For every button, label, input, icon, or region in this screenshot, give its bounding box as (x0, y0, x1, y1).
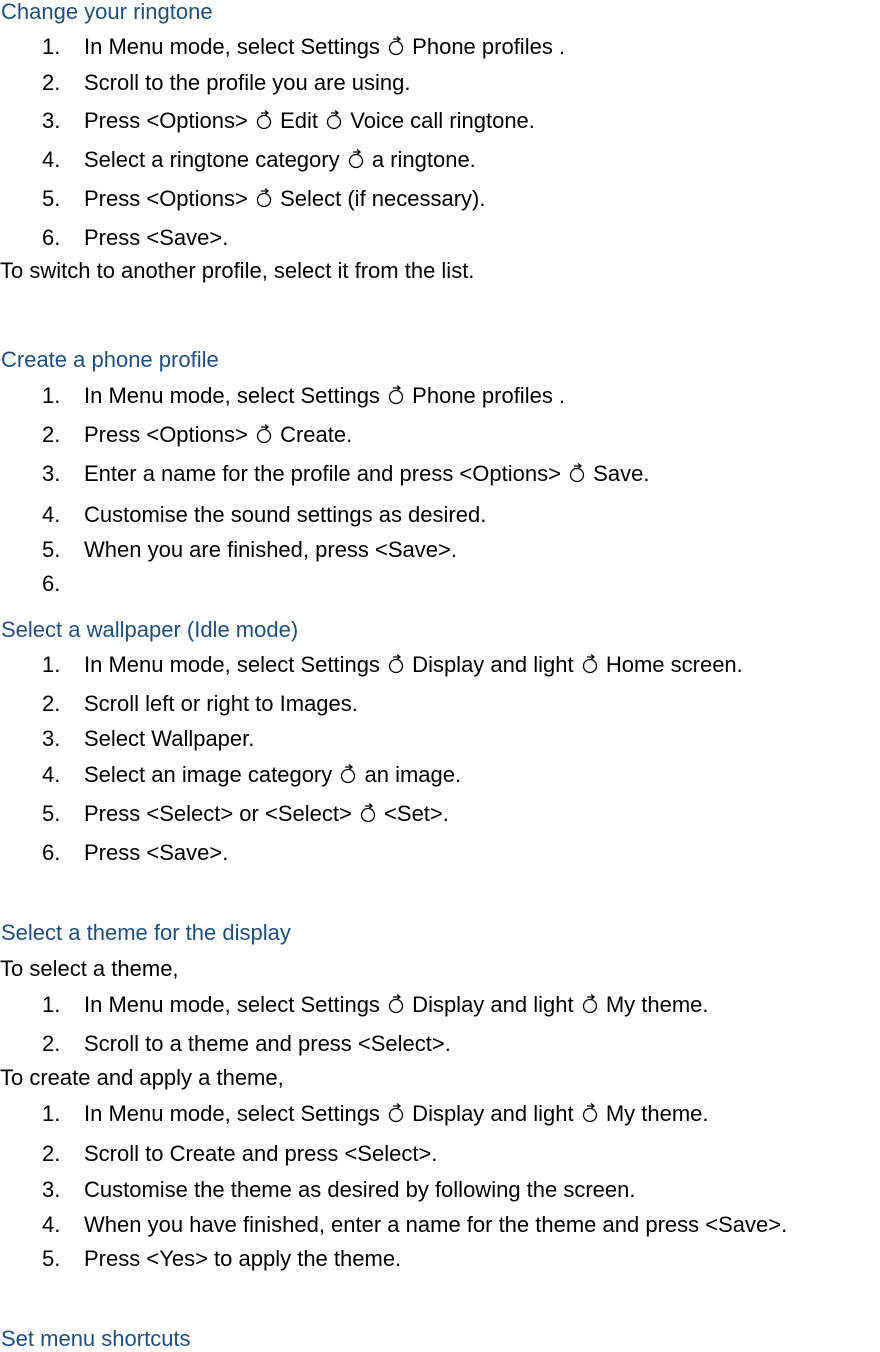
step-text: Press <Save>. (84, 225, 229, 250)
step-text: Press <Options> (84, 422, 254, 447)
menu-arrow-icon (255, 424, 273, 445)
step-text: Press <Options> (84, 186, 254, 211)
list-number: 4. (42, 502, 61, 527)
step-text: Press <Select> or <Select> (84, 801, 358, 826)
step-text: Save. (587, 461, 650, 486)
step-text: In Menu mode, select Settings (84, 383, 387, 408)
paragraph-select-theme-intro: To select a theme, (0, 956, 179, 981)
list-item (42, 34, 565, 60)
section-heading-create-profile: Create a phone profile (1, 347, 219, 372)
section-heading-menu-shortcuts: Set menu shortcuts (1, 1326, 191, 1351)
paragraph-switch-profile: To switch to another profile, select it from the list. (0, 258, 475, 283)
menu-arrow-icon (581, 994, 599, 1015)
list-item (42, 502, 486, 528)
list-item (42, 461, 649, 487)
menu-arrow-icon (387, 654, 405, 675)
list-number: 3. (42, 461, 61, 486)
menu-arrow-icon (325, 110, 343, 131)
menu-arrow-icon (347, 149, 365, 170)
list-item (42, 652, 743, 678)
list-item (42, 762, 461, 788)
list-item (42, 726, 254, 752)
step-text: Scroll left or right to Images. (84, 691, 358, 716)
section-heading-select-wallpaper: Select a wallpaper (Idle mode) (1, 617, 299, 642)
list-item (42, 1246, 401, 1272)
list-number: 4. (42, 762, 61, 787)
step-text: Phone profiles . (406, 34, 566, 59)
menu-arrow-icon (387, 1103, 405, 1124)
step-text: Home screen. (599, 652, 743, 677)
step-text: Voice call ringtone. (344, 108, 535, 133)
list-item (42, 70, 411, 96)
menu-arrow-icon (568, 463, 586, 484)
step-text: Display and light (406, 652, 580, 677)
step-text: In Menu mode, select Settings (84, 992, 387, 1017)
menu-arrow-icon (387, 36, 405, 57)
list-item (42, 1212, 787, 1238)
menu-arrow-icon (255, 110, 273, 131)
list-number: 2. (42, 1141, 61, 1166)
list-item (42, 840, 228, 866)
list-number: 6. (42, 840, 61, 865)
step-text: In Menu mode, select Settings (84, 1101, 387, 1126)
list-item (42, 571, 84, 597)
paragraph-create-theme-intro: To create and apply a theme, (0, 1065, 284, 1090)
list-number: 2. (42, 422, 61, 447)
list-item (42, 1177, 636, 1203)
step-text: Scroll to Create and press <Select>. (84, 1141, 438, 1166)
list-number: 5. (42, 801, 61, 826)
step-text: Customise the sound settings as desired. (84, 502, 487, 527)
step-text: a ringtone. (365, 147, 476, 172)
list-item (42, 108, 535, 134)
step-text: Select an image category (84, 762, 339, 787)
list-item (42, 1031, 451, 1057)
step-text: Select (if necessary). (273, 186, 486, 211)
list-number: 3. (42, 1177, 61, 1202)
list-item (42, 1101, 709, 1127)
list-item (42, 801, 449, 827)
list-number: 6. (42, 225, 61, 250)
step-text: Enter a name for the profile and press <Options> (84, 461, 568, 486)
list-number: 1. (42, 652, 61, 677)
list-item (42, 383, 565, 409)
step-text: In Menu mode, select Settings (84, 652, 387, 677)
list-item (42, 147, 476, 173)
step-text: Press <Options> (84, 108, 254, 133)
list-number: 2. (42, 691, 61, 716)
list-number: 1. (42, 992, 61, 1017)
list-number: 5. (42, 186, 61, 211)
menu-arrow-icon (387, 385, 405, 406)
menu-arrow-icon (387, 994, 405, 1015)
menu-arrow-icon (339, 764, 357, 785)
list-item (42, 537, 457, 563)
menu-arrow-icon (255, 188, 273, 209)
step-text: Customise the theme as desired by following the screen. (84, 1177, 636, 1202)
list-number: 1. (42, 1101, 61, 1126)
list-number: 1. (42, 34, 61, 59)
list-number: 4. (42, 147, 61, 172)
list-number: 5. (42, 1246, 61, 1271)
list-number: 3. (42, 726, 61, 751)
step-text: Press <Save>. (84, 840, 229, 865)
menu-arrow-icon (581, 654, 599, 675)
step-text: My theme. (599, 1101, 709, 1126)
step-text: Press <Yes> to apply the theme. (84, 1246, 402, 1271)
list-item (42, 691, 358, 717)
step-text: Phone profiles . (406, 383, 566, 408)
step-text: Edit (273, 108, 325, 133)
list-item (42, 1141, 437, 1167)
list-item (42, 422, 352, 448)
step-text: Display and light (406, 1101, 580, 1126)
list-number: 5. (42, 537, 61, 562)
list-number: 3. (42, 108, 61, 133)
step-text: Select Wallpaper. (84, 726, 255, 751)
list-number: 6. (42, 571, 61, 596)
step-text: Select a ringtone category (84, 147, 346, 172)
menu-arrow-icon (581, 1103, 599, 1124)
list-number: 2. (42, 70, 61, 95)
step-text: In Menu mode, select Settings (84, 34, 387, 59)
step-text: Scroll to a theme and press <Select>. (84, 1031, 451, 1056)
step-text: Scroll to the profile you are using. (84, 70, 411, 95)
section-heading-select-theme: Select a theme for the display (1, 920, 291, 945)
list-item (42, 186, 486, 212)
menu-arrow-icon (359, 803, 377, 824)
step-text: My theme. (599, 992, 709, 1017)
step-text: Display and light (406, 992, 580, 1017)
step-text: When you are finished, press <Save>. (84, 537, 457, 562)
list-number: 1. (42, 383, 61, 408)
list-item (42, 225, 228, 251)
step-text: an image. (358, 762, 462, 787)
list-item (42, 992, 709, 1018)
step-text: Create. (273, 422, 353, 447)
list-number: 2. (42, 1031, 61, 1056)
list-number: 4. (42, 1212, 61, 1237)
step-text: When you have finished, enter a name for the theme and press <Save>. (84, 1212, 788, 1237)
step-text: <Set>. (377, 801, 449, 826)
section-heading-change-ringtone: Change your ringtone (1, 0, 213, 24)
